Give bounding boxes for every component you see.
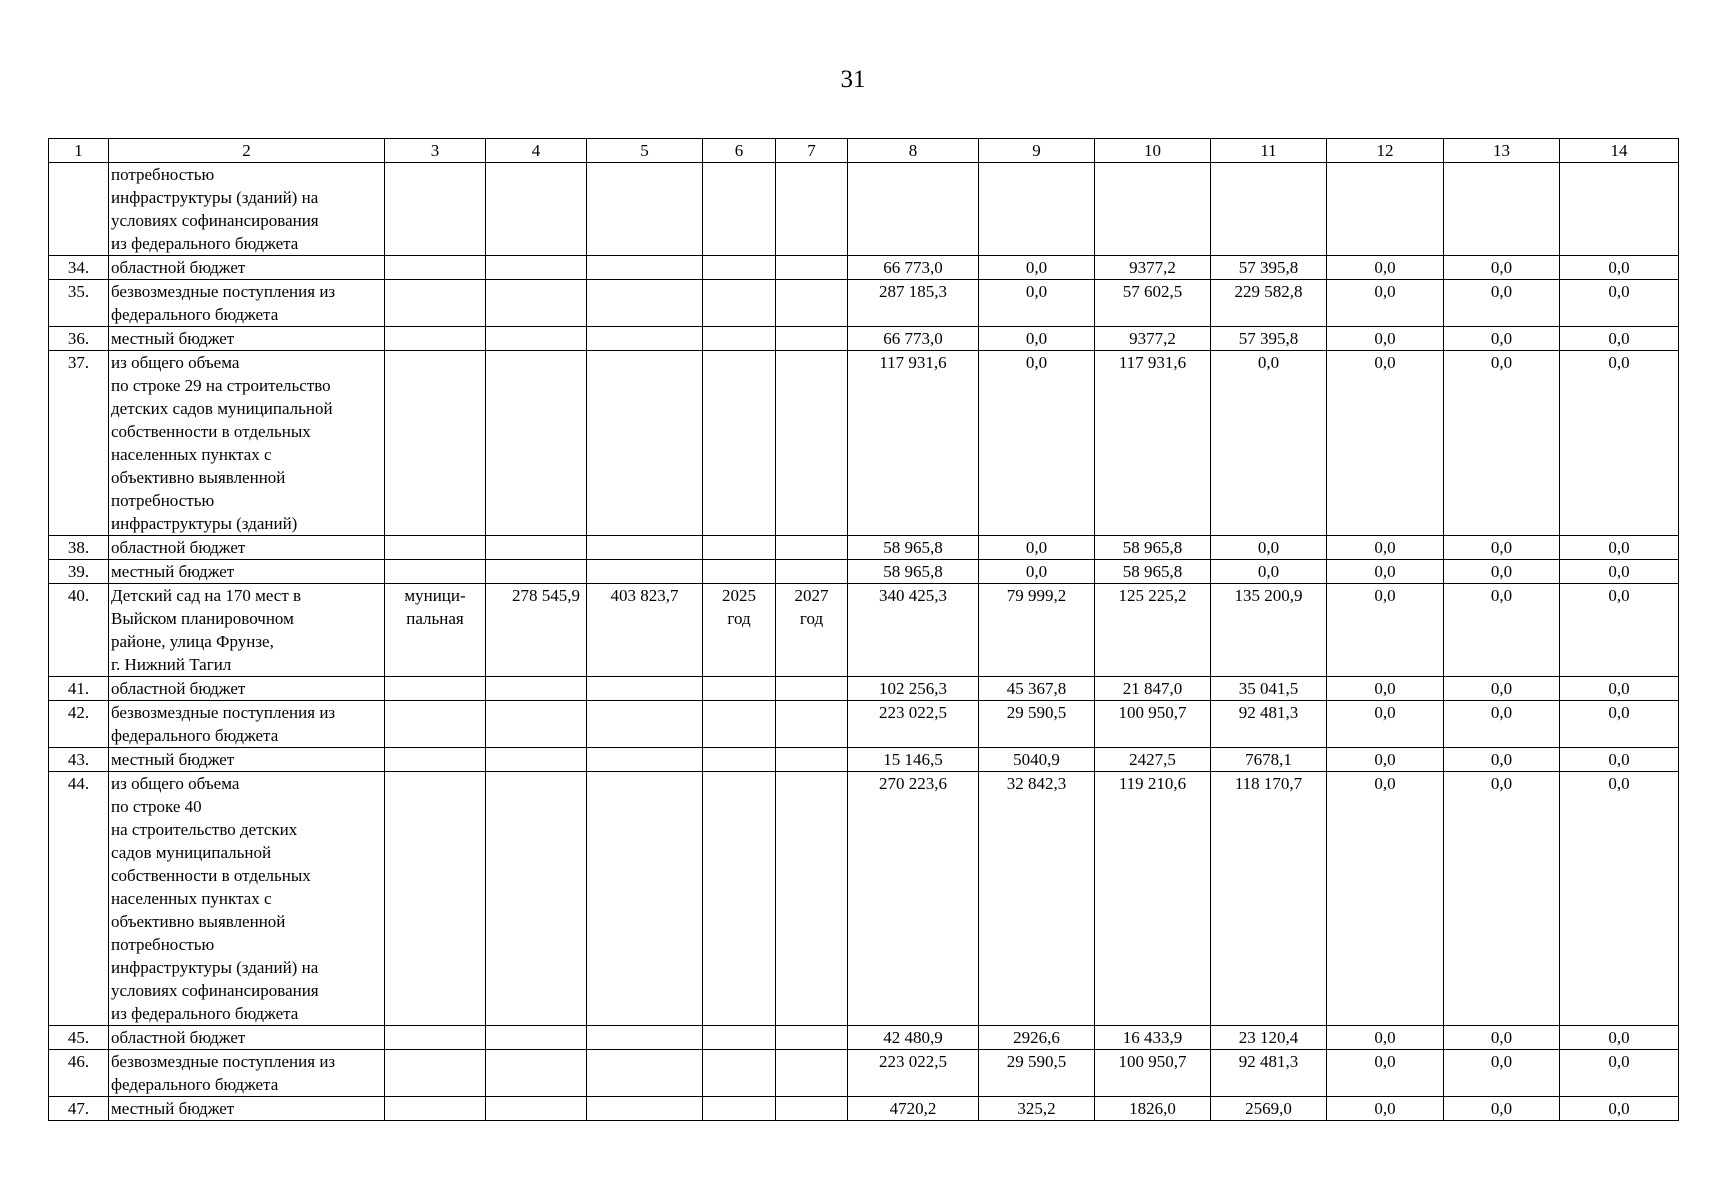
amount-col-14: 0,0 [1560, 327, 1679, 351]
col-header-5: 5 [587, 139, 703, 163]
ownership [385, 1050, 486, 1097]
amount-col-13: 0,0 [1444, 772, 1560, 1026]
table-row [49, 1026, 1679, 1050]
row-description: местный бюджет [109, 560, 385, 584]
amount-col-14: 0,0 [1560, 351, 1679, 536]
amount-col-9: 79 999,2 [979, 584, 1095, 677]
ownership [385, 327, 486, 351]
start-year [703, 1026, 776, 1050]
value-col-5 [587, 677, 703, 701]
table-row [49, 1097, 1679, 1121]
end-year [776, 256, 848, 280]
amount-col-13: 0,0 [1444, 701, 1560, 748]
ownership [385, 677, 486, 701]
ownership [385, 280, 486, 327]
amount-col-12: 0,0 [1327, 584, 1444, 677]
end-year [776, 327, 848, 351]
amount-col-12: 0,0 [1327, 701, 1444, 748]
value-col-4 [486, 256, 587, 280]
amount-col-9: 0,0 [979, 280, 1095, 327]
value-col-4 [486, 772, 587, 1026]
amount-col-13: 0,0 [1444, 351, 1560, 536]
amount-col-12: 0,0 [1327, 748, 1444, 772]
amount-col-13: 0,0 [1444, 327, 1560, 351]
total-amount: 4720,2 [848, 1097, 979, 1121]
value-col-4: 278 545,9 [486, 584, 587, 677]
amount-col-13: 0,0 [1444, 584, 1560, 677]
col-header-11: 11 [1211, 139, 1327, 163]
row-description: местный бюджет [109, 1097, 385, 1121]
end-year [776, 677, 848, 701]
table-row [49, 280, 1679, 327]
amount-col-12: 0,0 [1327, 256, 1444, 280]
table-row [49, 1050, 1679, 1097]
amount-col-13: 0,0 [1444, 748, 1560, 772]
col-header-13: 13 [1444, 139, 1560, 163]
amount-col-11: 92 481,3 [1211, 701, 1327, 748]
amount-col-14: 0,0 [1560, 584, 1679, 677]
amount-col-9: 2926,6 [979, 1026, 1095, 1050]
amount-col-10: 117 931,6 [1095, 351, 1211, 536]
amount-col-13: 0,0 [1444, 560, 1560, 584]
amount-col-13: 0,0 [1444, 280, 1560, 327]
end-year [776, 772, 848, 1026]
value-col-5 [587, 256, 703, 280]
value-col-5 [587, 1050, 703, 1097]
total-amount: 287 185,3 [848, 280, 979, 327]
amount-col-11: 23 120,4 [1211, 1026, 1327, 1050]
col-header-6: 6 [703, 139, 776, 163]
amount-col-11: 2569,0 [1211, 1097, 1327, 1121]
value-col-5 [587, 701, 703, 748]
amount-col-11: 229 582,8 [1211, 280, 1327, 327]
amount-col-12: 0,0 [1327, 280, 1444, 327]
row-number: 40. [49, 584, 109, 677]
ownership [385, 1026, 486, 1050]
row-number: 35. [49, 280, 109, 327]
total-amount: 66 773,0 [848, 256, 979, 280]
total-amount: 340 425,3 [848, 584, 979, 677]
value-col-4 [486, 1097, 587, 1121]
row-number: 43. [49, 748, 109, 772]
amount-col-12: 0,0 [1327, 1097, 1444, 1121]
amount-col-12: 0,0 [1327, 560, 1444, 584]
row-description: местный бюджет [109, 748, 385, 772]
amount-col-10: 125 225,2 [1095, 584, 1211, 677]
ownership [385, 536, 486, 560]
value-col-4 [486, 560, 587, 584]
col-header-12: 12 [1327, 139, 1444, 163]
ownership [385, 351, 486, 536]
start-year [703, 748, 776, 772]
value-col-5 [587, 1026, 703, 1050]
value-col-4 [486, 536, 587, 560]
amount-col-11: 7678,1 [1211, 748, 1327, 772]
start-year [703, 163, 776, 256]
value-col-4 [486, 163, 587, 256]
total-amount: 117 931,6 [848, 351, 979, 536]
table-row [49, 327, 1679, 351]
end-year [776, 280, 848, 327]
amount-col-9: 0,0 [979, 536, 1095, 560]
end-year [776, 163, 848, 256]
row-number: 39. [49, 560, 109, 584]
amount-col-12: 0,0 [1327, 1050, 1444, 1097]
row-number [49, 163, 109, 256]
start-year: 2025 год [703, 584, 776, 677]
row-description: безвозмездные поступления из федерального бюджета [109, 701, 385, 748]
amount-col-9: 29 590,5 [979, 1050, 1095, 1097]
table-row [49, 584, 1679, 677]
row-description: областной бюджет [109, 536, 385, 560]
total-amount: 58 965,8 [848, 536, 979, 560]
row-description: потребностью инфраструктуры (зданий) на условиях софинансирования из федерального бюджета [109, 163, 385, 256]
amount-col-12: 0,0 [1327, 772, 1444, 1026]
col-header-2: 2 [109, 139, 385, 163]
col-header-7: 7 [776, 139, 848, 163]
amount-col-9: 325,2 [979, 1097, 1095, 1121]
ownership [385, 163, 486, 256]
start-year [703, 677, 776, 701]
amount-col-12: 0,0 [1327, 351, 1444, 536]
value-col-5 [587, 163, 703, 256]
value-col-5 [587, 536, 703, 560]
end-year [776, 1026, 848, 1050]
amount-col-12: 0,0 [1327, 677, 1444, 701]
start-year [703, 1097, 776, 1121]
amount-col-14: 0,0 [1560, 1026, 1679, 1050]
page-number: 31 [840, 66, 866, 93]
end-year [776, 351, 848, 536]
amount-col-11: 35 041,5 [1211, 677, 1327, 701]
table-row [49, 163, 1679, 256]
amount-col-10: 21 847,0 [1095, 677, 1211, 701]
end-year [776, 1050, 848, 1097]
amount-col-10: 2427,5 [1095, 748, 1211, 772]
table-row [49, 701, 1679, 748]
amount-col-10: 57 602,5 [1095, 280, 1211, 327]
amount-col-10: 9377,2 [1095, 256, 1211, 280]
amount-col-13: 0,0 [1444, 256, 1560, 280]
amount-col-9: 32 842,3 [979, 772, 1095, 1026]
start-year [703, 351, 776, 536]
total-amount: 102 256,3 [848, 677, 979, 701]
col-header-3: 3 [385, 139, 486, 163]
amount-col-10: 100 950,7 [1095, 1050, 1211, 1097]
value-col-5: 403 823,7 [587, 584, 703, 677]
amount-col-13: 0,0 [1444, 1050, 1560, 1097]
amount-col-11 [1211, 163, 1327, 256]
ownership [385, 701, 486, 748]
value-col-5 [587, 560, 703, 584]
value-col-5 [587, 327, 703, 351]
row-number: 47. [49, 1097, 109, 1121]
start-year [703, 772, 776, 1026]
row-number: 46. [49, 1050, 109, 1097]
value-col-4 [486, 677, 587, 701]
table-body [49, 139, 1679, 1121]
amount-col-10: 119 210,6 [1095, 772, 1211, 1026]
amount-col-11: 118 170,7 [1211, 772, 1327, 1026]
amount-col-12: 0,0 [1327, 536, 1444, 560]
amount-col-14: 0,0 [1560, 772, 1679, 1026]
amount-col-9: 0,0 [979, 327, 1095, 351]
amount-col-9: 29 590,5 [979, 701, 1095, 748]
end-year [776, 1097, 848, 1121]
amount-col-9: 0,0 [979, 256, 1095, 280]
end-year [776, 560, 848, 584]
amount-col-14: 0,0 [1560, 677, 1679, 701]
start-year [703, 280, 776, 327]
row-description: областной бюджет [109, 256, 385, 280]
amount-col-14: 0,0 [1560, 748, 1679, 772]
row-number: 42. [49, 701, 109, 748]
amount-col-9: 0,0 [979, 560, 1095, 584]
table-row [49, 256, 1679, 280]
total-amount: 58 965,8 [848, 560, 979, 584]
value-col-4 [486, 327, 587, 351]
amount-col-13: 0,0 [1444, 536, 1560, 560]
row-description: из общего объема по строке 40 на строительство детских садов муниципальной собственности в отдельных населенных пунктах с объективно выявленной потребностью инфраструктуры (зданий) на условиях софинансирования из федерального бюджета [109, 772, 385, 1026]
total-amount: 223 022,5 [848, 1050, 979, 1097]
column-header-row [49, 139, 1679, 163]
row-description: Детский сад на 170 мест в Выйском планировочном районе, улица Фрунзе, г. Нижний Тагил [109, 584, 385, 677]
value-col-4 [486, 1026, 587, 1050]
ownership [385, 1097, 486, 1121]
value-col-4 [486, 748, 587, 772]
row-number: 38. [49, 536, 109, 560]
value-col-5 [587, 351, 703, 536]
value-col-4 [486, 701, 587, 748]
amount-col-10: 100 950,7 [1095, 701, 1211, 748]
table-row [49, 772, 1679, 1026]
ownership [385, 560, 486, 584]
amount-col-13: 0,0 [1444, 1097, 1560, 1121]
row-number: 44. [49, 772, 109, 1026]
row-description: областной бюджет [109, 1026, 385, 1050]
amount-col-11: 135 200,9 [1211, 584, 1327, 677]
value-col-4 [486, 1050, 587, 1097]
start-year [703, 1050, 776, 1097]
row-number: 41. [49, 677, 109, 701]
value-col-5 [587, 748, 703, 772]
amount-col-9: 5040,9 [979, 748, 1095, 772]
total-amount [848, 163, 979, 256]
budget-table [48, 138, 1679, 1121]
row-number: 36. [49, 327, 109, 351]
end-year [776, 536, 848, 560]
amount-col-9 [979, 163, 1095, 256]
row-description: безвозмездные поступления из федерального бюджета [109, 1050, 385, 1097]
start-year [703, 256, 776, 280]
total-amount: 270 223,6 [848, 772, 979, 1026]
amount-col-14: 0,0 [1560, 1050, 1679, 1097]
amount-col-14: 0,0 [1560, 701, 1679, 748]
amount-col-10: 58 965,8 [1095, 560, 1211, 584]
amount-col-13: 0,0 [1444, 677, 1560, 701]
amount-col-14: 0,0 [1560, 536, 1679, 560]
row-number: 45. [49, 1026, 109, 1050]
col-header-1: 1 [49, 139, 109, 163]
col-header-10: 10 [1095, 139, 1211, 163]
amount-col-14 [1560, 163, 1679, 256]
col-header-4: 4 [486, 139, 587, 163]
value-col-5 [587, 772, 703, 1026]
value-col-5 [587, 280, 703, 327]
row-description: местный бюджет [109, 327, 385, 351]
total-amount: 223 022,5 [848, 701, 979, 748]
total-amount: 15 146,5 [848, 748, 979, 772]
amount-col-13 [1444, 163, 1560, 256]
table-row [49, 677, 1679, 701]
ownership [385, 748, 486, 772]
amount-col-10: 1826,0 [1095, 1097, 1211, 1121]
row-number: 34. [49, 256, 109, 280]
row-description: из общего объема по строке 29 на строительство детских садов муниципальной собственности в отдельных населенных пунктах с объективно выявленной потребностью инфраструктуры (зданий) [109, 351, 385, 536]
amount-col-10: 58 965,8 [1095, 536, 1211, 560]
amount-col-12: 0,0 [1327, 1026, 1444, 1050]
total-amount: 42 480,9 [848, 1026, 979, 1050]
table-row [49, 536, 1679, 560]
amount-col-9: 45 367,8 [979, 677, 1095, 701]
row-description: безвозмездные поступления из федерального бюджета [109, 280, 385, 327]
ownership: муници- пальная [385, 584, 486, 677]
amount-col-12: 0,0 [1327, 327, 1444, 351]
amount-col-11: 0,0 [1211, 351, 1327, 536]
amount-col-13: 0,0 [1444, 1026, 1560, 1050]
amount-col-14: 0,0 [1560, 560, 1679, 584]
ownership [385, 256, 486, 280]
amount-col-11: 57 395,8 [1211, 327, 1327, 351]
amount-col-10: 9377,2 [1095, 327, 1211, 351]
amount-col-9: 0,0 [979, 351, 1095, 536]
amount-col-14: 0,0 [1560, 1097, 1679, 1121]
row-description: областной бюджет [109, 677, 385, 701]
start-year [703, 560, 776, 584]
start-year [703, 536, 776, 560]
start-year [703, 701, 776, 748]
amount-col-10 [1095, 163, 1211, 256]
end-year: 2027 год [776, 584, 848, 677]
table-row [49, 351, 1679, 536]
amount-col-11: 92 481,3 [1211, 1050, 1327, 1097]
row-number: 37. [49, 351, 109, 536]
ownership [385, 772, 486, 1026]
amount-col-14: 0,0 [1560, 280, 1679, 327]
value-col-4 [486, 280, 587, 327]
value-col-4 [486, 351, 587, 536]
table-row [49, 748, 1679, 772]
end-year [776, 701, 848, 748]
col-header-9: 9 [979, 139, 1095, 163]
amount-col-14: 0,0 [1560, 256, 1679, 280]
amount-col-10: 16 433,9 [1095, 1026, 1211, 1050]
col-header-14: 14 [1560, 139, 1679, 163]
end-year [776, 748, 848, 772]
amount-col-11: 0,0 [1211, 560, 1327, 584]
col-header-8: 8 [848, 139, 979, 163]
amount-col-11: 57 395,8 [1211, 256, 1327, 280]
total-amount: 66 773,0 [848, 327, 979, 351]
amount-col-11: 0,0 [1211, 536, 1327, 560]
start-year [703, 327, 776, 351]
table-row [49, 560, 1679, 584]
amount-col-12 [1327, 163, 1444, 256]
value-col-5 [587, 1097, 703, 1121]
